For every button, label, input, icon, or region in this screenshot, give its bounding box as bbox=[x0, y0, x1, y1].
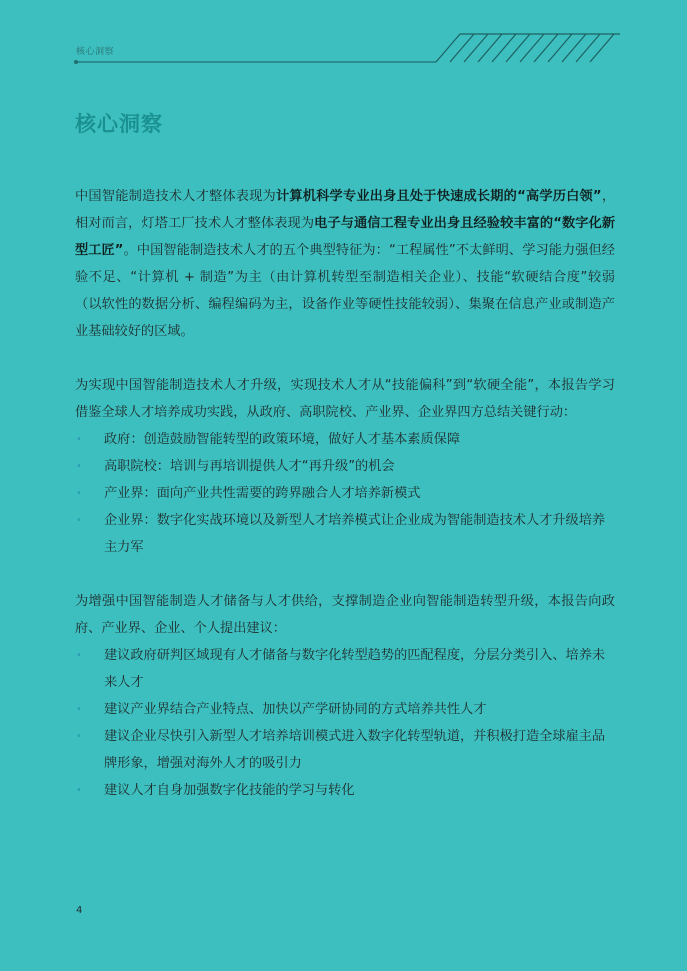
summary-text-2: ，相对而言，灯塔工厂技术人才整体表现为 bbox=[75, 189, 616, 231]
summary-highlight-1: 计算机科学专业出身且处于快速成长期的“高学历白领” bbox=[275, 189, 602, 204]
list-item bbox=[75, 723, 615, 777]
list-item-text: 建议企业尽快引入新型人才培养培训模式进入数字化转型轨道，并积极打造全球雇主品牌形象，增强对海外人才的吸引力 bbox=[104, 729, 606, 771]
list-item-text: 企业界：数字化实战环境以及新型人才培养模式让企业成为智能制造技术人才升级培养主力军 bbox=[104, 513, 606, 555]
suggestions-list bbox=[75, 642, 615, 804]
summary-paragraph bbox=[75, 183, 615, 345]
bullet-icon: • bbox=[76, 785, 82, 796]
list-item bbox=[75, 507, 615, 561]
list-item-text: 建议人才自身加强数字化技能的学习与转化 bbox=[104, 783, 355, 798]
summary-text-1: 中国智能制造技术人才整体表现为 bbox=[75, 189, 276, 204]
bullet-icon: • bbox=[76, 434, 82, 445]
bullet-icon: • bbox=[76, 650, 82, 661]
list-item bbox=[75, 696, 615, 723]
list-item-text: 高职院校：培训与再培训提供人才“再升级”的机会 bbox=[104, 459, 395, 474]
summary-highlight-2: 电子与通信工程专业出身且经验较丰富的“数字化新型工匠” bbox=[75, 216, 616, 258]
list-item bbox=[75, 453, 615, 480]
header-hatch-lines bbox=[436, 34, 620, 62]
list-item bbox=[75, 426, 615, 453]
list-item bbox=[75, 642, 615, 696]
list-item-text: 建议产业界结合产业特点、加快以产学研协同的方式培养共性人才 bbox=[104, 702, 487, 717]
page-title: 核心洞察 bbox=[75, 112, 163, 136]
actions-list bbox=[75, 426, 615, 561]
actions-intro-paragraph: 为实现中国智能制造技术人才升级，实现技术人才从“技能偏科”到“软硬全能”，本报告学习借鉴全球人才培养成功实践，从政府、高职院校、产业界、企业界四方总结关键行动： bbox=[75, 378, 615, 420]
list-item-text: 建议政府研判区域现有人才储备与数字化转型趋势的匹配程度，分层分类引入、培养未来人才 bbox=[104, 648, 606, 690]
list-item bbox=[75, 480, 615, 507]
list-item bbox=[75, 777, 615, 804]
list-item-text: 产业界：面向产业共性需要的跨界融合人才培养新模式 bbox=[104, 486, 421, 501]
summary-text-3: 。中国智能制造技术人才的五个典型特征为：“工程属性”不太鲜明、学习能力强但经验不足、“计算机 + 制造”为主（由计算机转型至制造相关企业）、技能“软硬结合度”较弱（以软性的数据分析、编程编码为主，设备作业等硬性技能较弱）、集聚在信息产业或制造产业基础较好的区域。 bbox=[75, 243, 615, 339]
main-content bbox=[75, 183, 615, 804]
suggestions-intro-paragraph: 为增强中国智能制造人才储备与人才供给，支撑制造企业向智能制造转型升级，本报告向政府、产业界、企业、个人提出建议： bbox=[75, 594, 615, 636]
bullet-icon: • bbox=[76, 704, 82, 715]
bullet-icon: • bbox=[76, 488, 82, 499]
page-number: 4 bbox=[76, 905, 83, 916]
list-item-text: 政府：创造鼓励智能转型的政策环境，做好人才基本素质保障 bbox=[104, 432, 461, 447]
header-section-label: 核心洞察 bbox=[76, 47, 115, 57]
bullet-icon: • bbox=[76, 461, 82, 472]
header-decoration bbox=[0, 28, 687, 68]
bullet-icon: • bbox=[76, 515, 82, 526]
bullet-icon: • bbox=[76, 731, 82, 742]
header-rule-dot bbox=[74, 60, 78, 64]
